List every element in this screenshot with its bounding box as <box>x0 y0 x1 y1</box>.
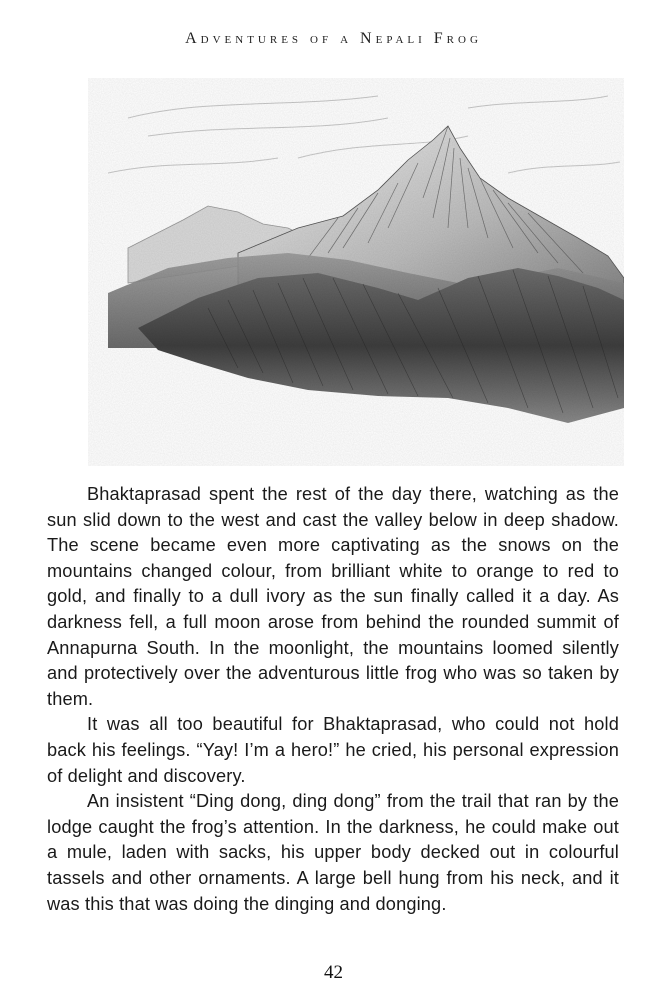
running-head: Adventures of a Nepali Frog <box>185 30 482 47</box>
body-text <box>47 482 619 917</box>
page-number: 42 <box>324 962 343 983</box>
mountain-illustration <box>88 78 624 466</box>
paragraph: It was all too beautiful for Bhaktaprasad, who could not hold back his feelings. “Yay! I’m a hero!” he cried, his personal expression of delight and discovery. <box>47 714 619 786</box>
paragraph: Bhaktaprasad spent the rest of the day there, watching as the sun slid down to the west and cast the valley below in deep shadow. The scene became even more captivating as the snows on the mountains changed colour, from brilliant white to orange to red to gold, and finally to a dull ivory as the sun finally called it a day. As darkness fell, a full moon arose from behind the rounded summit of Annapurna South. In the moonlight, the mountains loomed silently and protectively over the adventurous little frog who was so taken by them. <box>47 484 619 709</box>
paragraph: An insistent “Ding dong, ding dong” from the trail that ran by the lodge caught the frog’s attention. In the darkness, he could make out a mule, laden with sacks, his upper body decked out in colourful tassels and other ornaments. A large bell hung from his neck, and it was this that was doing the dinging and donging. <box>47 791 619 914</box>
